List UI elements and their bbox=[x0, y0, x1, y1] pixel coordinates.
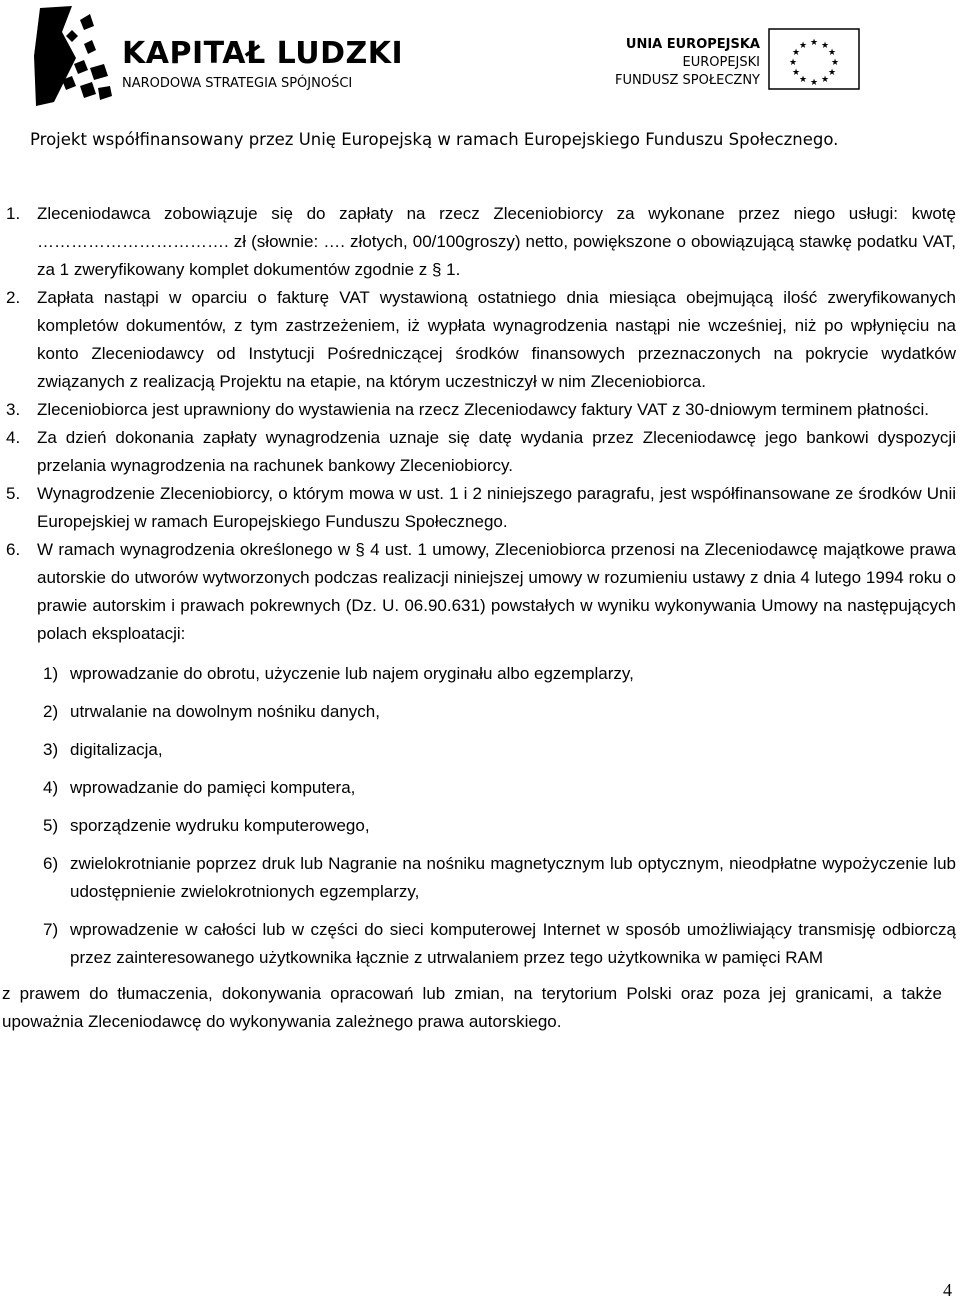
svg-text:★: ★ bbox=[798, 75, 808, 85]
project-tagline: Projekt współfinansowany przez Unię Europejską w ramach Europejskiego Funduszu Społecznego. bbox=[30, 130, 839, 149]
list-item-text: zwielokrotnianie poprzez druk lub Nagranie na nośniku magnetycznym lub optycznym, nieodpłatne wypożyczenie lub udostępnienie zwielokrotnionych egzemplarzy, bbox=[70, 854, 956, 901]
list-item bbox=[0, 774, 960, 802]
paragraph-item bbox=[0, 284, 960, 396]
list-item bbox=[0, 736, 960, 764]
list-item-number: 7) bbox=[43, 920, 59, 939]
item-text: Zleceniobiorca jest uprawniony do wystawienia na rzecz Zleceniodawcy faktury VAT z 30-dniowym terminem płatności. bbox=[37, 400, 929, 419]
paragraph-item bbox=[0, 480, 960, 536]
svg-text:★: ★ bbox=[827, 68, 837, 78]
list-item bbox=[0, 698, 960, 726]
closing-paragraph: z prawem do tłumaczenia, dokonywania opracowań lub zmian, na terytorium Polski oraz poza jej granicami, a także upoważnia Zleceniodawcę do wykonywania zależnego prawa autorskiego. bbox=[2, 984, 942, 1031]
list-item-number: 1) bbox=[43, 664, 59, 683]
paragraph-item bbox=[0, 396, 960, 424]
page-number: 4 bbox=[943, 1280, 952, 1300]
list-item bbox=[0, 850, 960, 906]
item-text: Za dzień dokonania zapłaty wynagrodzenia uznaje się datę wydania przez Zleceniodawcę jego bankowi dyspozycji przelania wynagrodzenia na rachunek bankowy Zleceniobiorcy. bbox=[37, 428, 956, 475]
list-item-text: digitalizacja, bbox=[70, 740, 163, 759]
svg-text:★: ★ bbox=[798, 41, 808, 51]
kapital-ludzki-logo-icon bbox=[32, 6, 114, 108]
eu-line-2: EUROPEJSKI bbox=[682, 55, 760, 70]
svg-text:★: ★ bbox=[820, 41, 830, 51]
list-item-number: 4) bbox=[43, 778, 59, 797]
list-item-number: 5) bbox=[43, 816, 59, 835]
logo-subtitle: NARODOWA STRATEGIA SPÓJNOŚCI bbox=[122, 76, 353, 91]
svg-text:★: ★ bbox=[809, 78, 819, 88]
list-item-text: wprowadzanie do obrotu, użyczenie lub najem oryginału albo egzemplarzy, bbox=[70, 664, 634, 683]
item-text: Wynagrodzenie Zleceniobiorcy, o którym mowa w ust. 1 i 2 niniejszego paragrafu, jest współfinansowane ze środków Unii Europejskiej w ramach Europejskiego Funduszu Społecznego. bbox=[37, 484, 956, 531]
svg-text:★: ★ bbox=[830, 58, 840, 68]
list-item bbox=[0, 660, 960, 688]
eu-text-block bbox=[615, 36, 760, 90]
item-number: 2. bbox=[6, 288, 21, 307]
item-number: 4. bbox=[6, 428, 21, 447]
list-item bbox=[0, 812, 960, 840]
list-item bbox=[0, 916, 960, 972]
list-item-text: wprowadzanie do pamięci komputera, bbox=[70, 778, 356, 797]
exploitation-fields-list bbox=[0, 660, 960, 972]
item-number: 3. bbox=[6, 400, 21, 419]
item-number: 1. bbox=[6, 204, 21, 223]
paragraph-item bbox=[0, 424, 960, 480]
eu-line-3: FUNDUSZ SPOŁECZNY bbox=[614, 73, 760, 88]
eu-line-1: UNIA EUROPEJSKA bbox=[625, 37, 760, 52]
eu-flag-icon bbox=[768, 28, 860, 90]
item-number: 5. bbox=[6, 484, 21, 503]
paragraph-item bbox=[0, 200, 960, 284]
svg-text:★: ★ bbox=[809, 38, 819, 48]
list-item-text: utrwalanie na dowolnym nośniku danych, bbox=[70, 702, 380, 721]
svg-text:★: ★ bbox=[791, 48, 801, 58]
svg-text:★: ★ bbox=[820, 75, 830, 85]
item-text: Zleceniodawca zobowiązuje się do zapłaty na rzecz Zleceniobiorcy za wykonane przez niego usługi: kwotę ……………………………. zł (słownie: …. złotych, 00/100groszy) netto, powiększone o obowiązującą stawkę podatku VAT, za 1 zweryfikowany komplet dokumentów zgodnie z § 1. bbox=[37, 204, 956, 279]
list-item-text: wprowadzenie w całości lub w części do sieci komputerowej Internet w sposób umożliwiający transmisję odbiorczą przez zainteresowanego użytkownika łącznie z utrwalaniem przez tego użytkownika w pamięci RAM bbox=[70, 920, 956, 967]
contract-body bbox=[0, 200, 960, 1036]
svg-text:★: ★ bbox=[791, 68, 801, 78]
list-item-number: 6) bbox=[43, 854, 59, 873]
list-item-number: 2) bbox=[43, 702, 59, 721]
item-number: 6. bbox=[6, 540, 21, 559]
item-text: Zapłata nastąpi w oparciu o fakturę VAT wystawioną ostatniego dnia miesiąca obejmującą ilość zweryfikowanych kompletów dokumentów, z tym zastrzeżeniem, iż wypłata wynagrodzenia nastąpi nie wcześniej, niż po wpłynięciu na konto Zleceniodawcy od Instytucji Pośredniczącej środków finansowych przeznaczonych na pokrycie wydatków związanych z realizacją Projektu na etapie, na którym uczestniczył w nim Zleceniobiorca. bbox=[37, 288, 956, 391]
svg-text:★: ★ bbox=[827, 48, 837, 58]
svg-text:★: ★ bbox=[788, 58, 798, 68]
paragraph-item bbox=[0, 536, 960, 648]
page-header bbox=[0, 0, 960, 165]
list-item-number: 3) bbox=[43, 740, 59, 759]
item-text: W ramach wynagrodzenia określonego w § 4 ust. 1 umowy, Zleceniobiorca przenosi na Zleceniodawcę majątkowe prawa autorskie do utworów wytworzonych podczas realizacji niniejszej umowy w rozumieniu ustawy z dnia 4 lutego 1994 roku o prawie autorskim i prawach pokrewnych (Dz. U. 06.90.631) powstałych w wyniku wykonywania Umowy na następujących polach eksploatacji: bbox=[37, 540, 956, 643]
logo-title: KAPITAŁ LUDZKI bbox=[122, 36, 404, 71]
list-item-text: sporządzenie wydruku komputerowego, bbox=[70, 816, 370, 835]
